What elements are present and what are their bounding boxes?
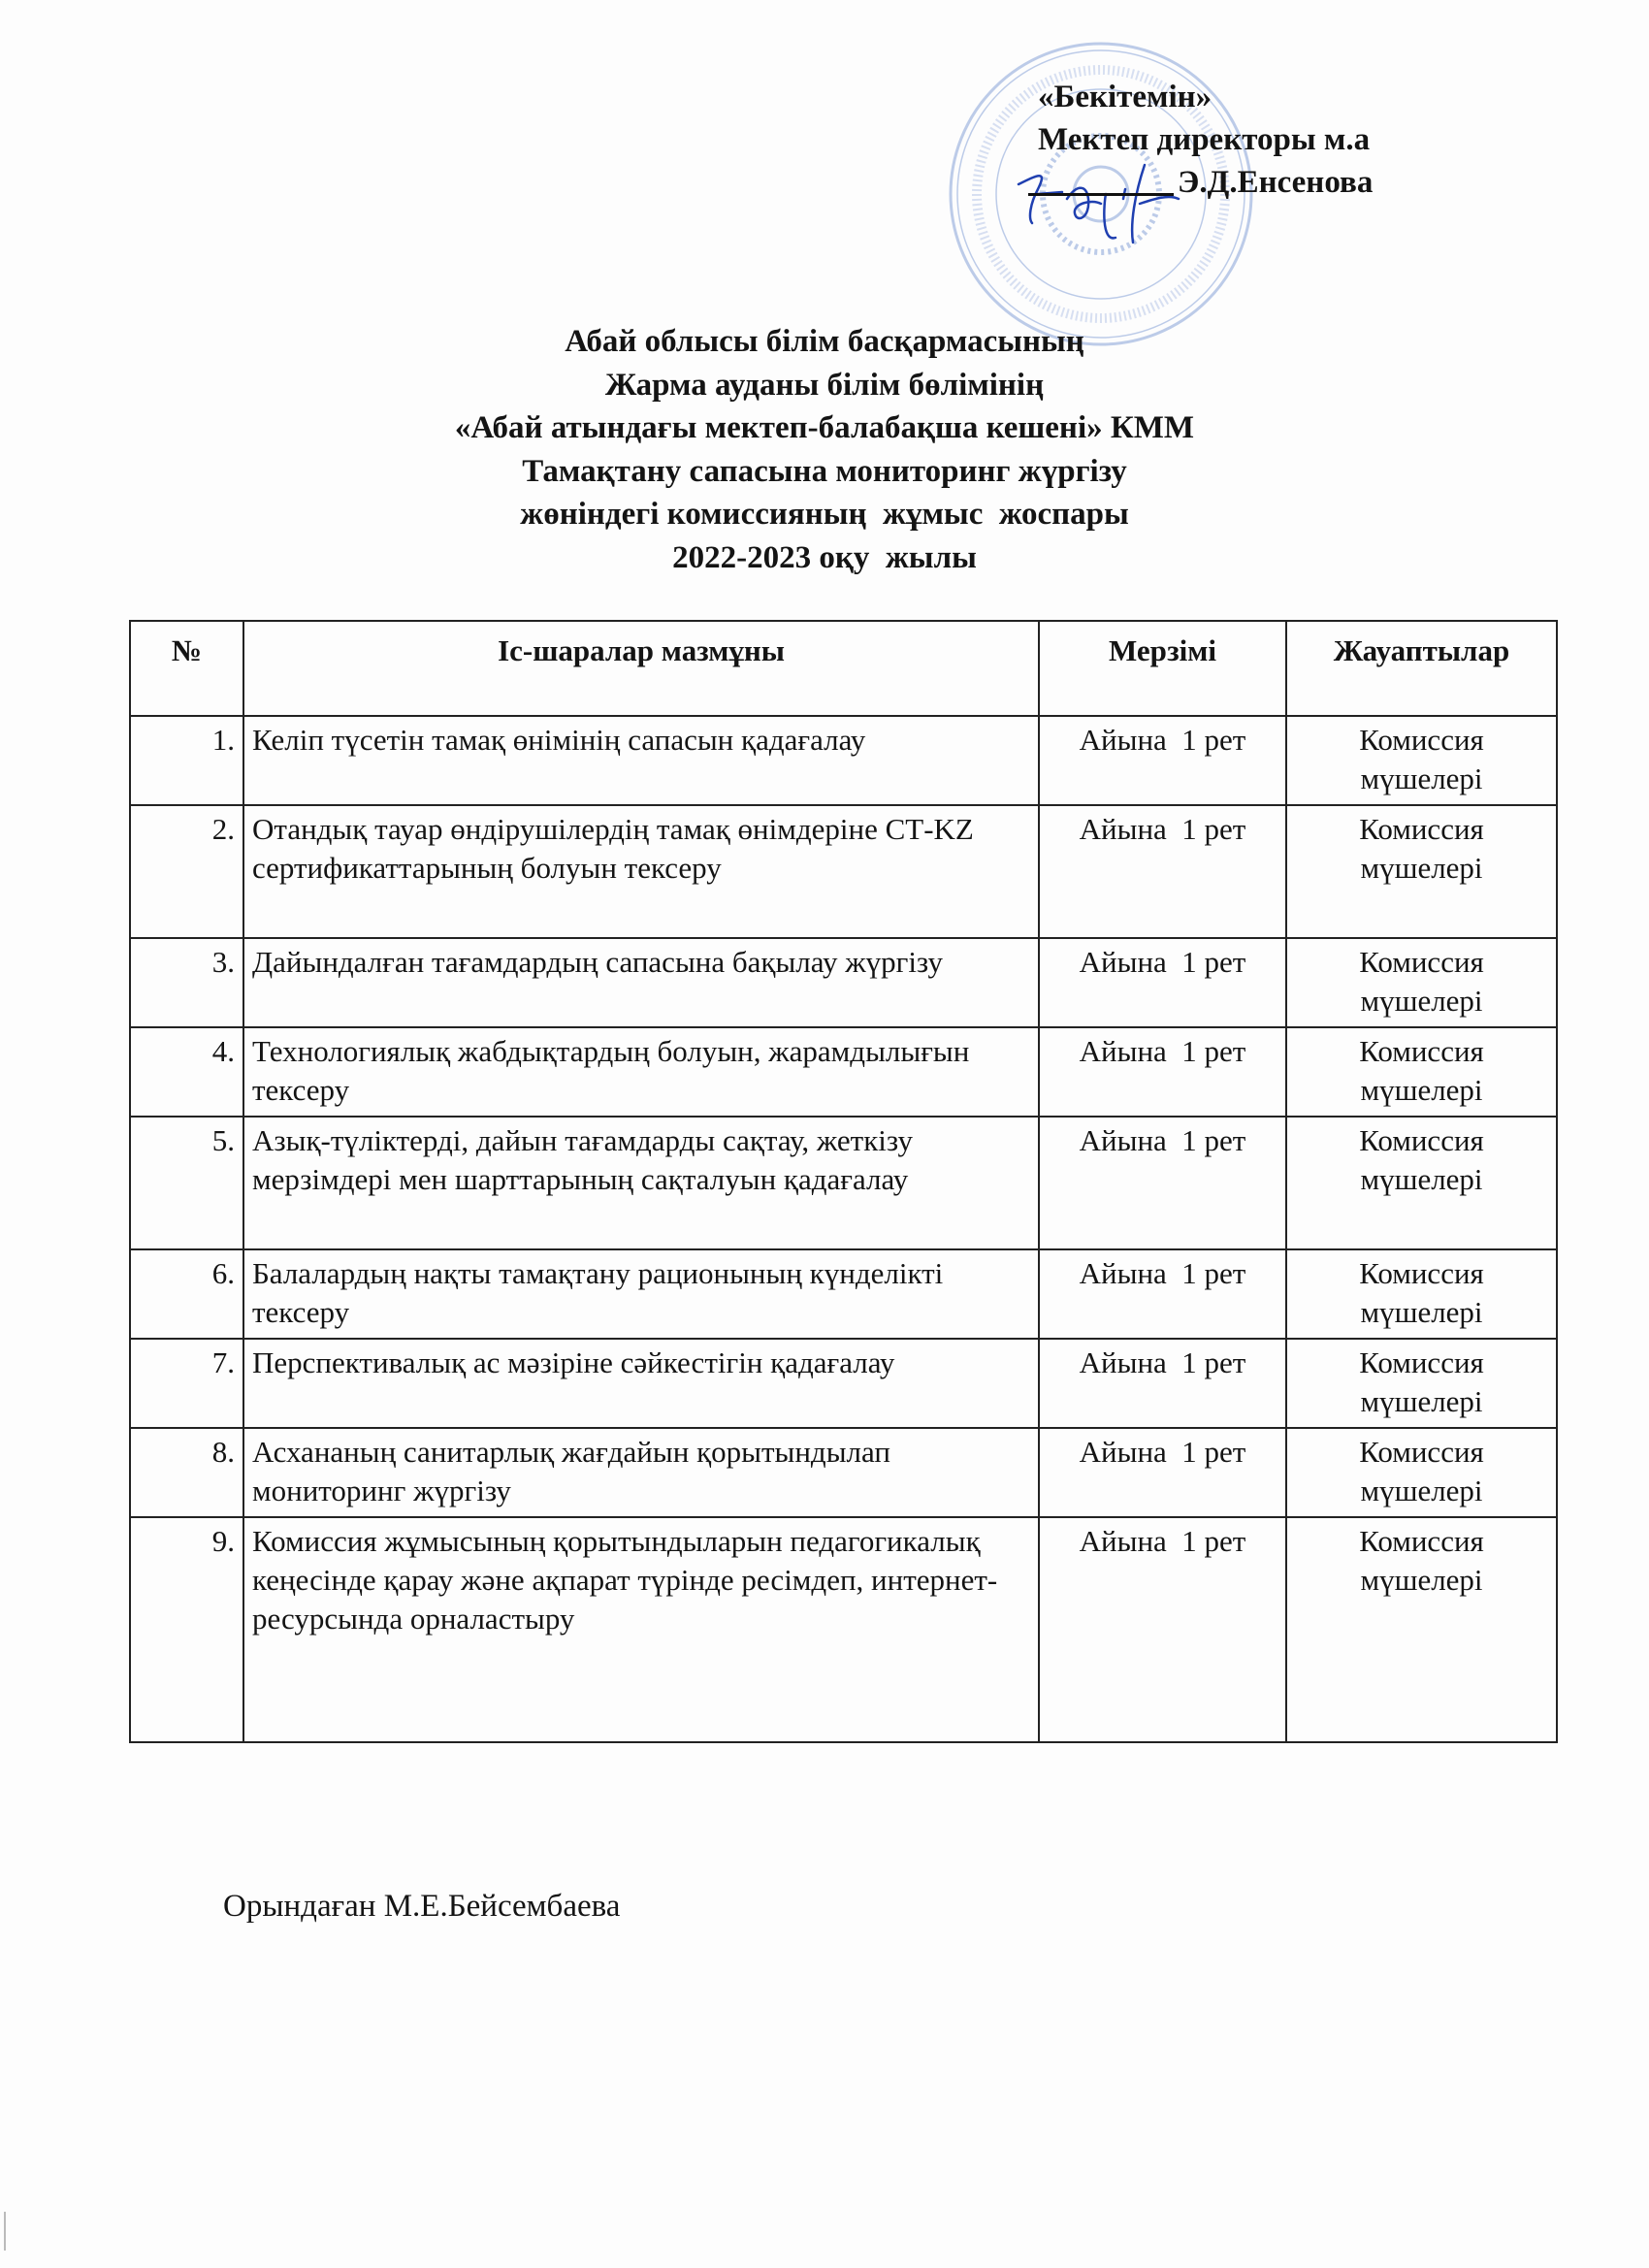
row-responsible: Комиссия мүшелері bbox=[1286, 1339, 1557, 1428]
table-row bbox=[130, 1249, 1557, 1339]
header-activity: Іс-шаралар мазмұны bbox=[243, 621, 1039, 716]
row-responsible: Комиссия мүшелері bbox=[1286, 1517, 1557, 1742]
table-row bbox=[130, 1339, 1557, 1428]
row-activity: Перспективалық ас мәзіріне сәйкестігін қадағалау bbox=[243, 1339, 1039, 1428]
row-responsible: Комиссия мүшелері bbox=[1286, 1117, 1557, 1249]
row-number: 6. bbox=[130, 1249, 243, 1339]
table-row bbox=[130, 716, 1557, 805]
row-term: Айына 1 рет bbox=[1039, 1249, 1286, 1339]
row-activity: Азық-түліктерді, дайын тағамдарды сақтау, жеткізу мерзімдері мен шарттарының сақталуын қадағалау bbox=[243, 1117, 1039, 1249]
row-number: 7. bbox=[130, 1339, 243, 1428]
table-row bbox=[130, 1428, 1557, 1517]
row-activity: Комиссия жұмысының қорытындыларын педагогикалық кеңесінде қарау және ақпарат түрінде ресімдеп, интернет-ресурсында орналастыру bbox=[243, 1517, 1039, 1742]
table-row bbox=[130, 938, 1557, 1027]
scan-edge-mark bbox=[4, 2212, 6, 2251]
row-activity: Асхананың санитарлық жағдайын қорытындылап мониторинг жүргізу bbox=[243, 1428, 1039, 1517]
row-number: 5. bbox=[130, 1117, 243, 1249]
row-term: Айына 1 рет bbox=[1039, 1428, 1286, 1517]
row-number: 2. bbox=[130, 805, 243, 938]
row-responsible: Комиссия мүшелері bbox=[1286, 1428, 1557, 1517]
row-responsible: Комиссия мүшелері bbox=[1286, 938, 1557, 1027]
document-title bbox=[0, 320, 1649, 579]
approval-signatory-line bbox=[1028, 161, 1373, 204]
executed-by: Орындаған М.Е.Бейсембаева bbox=[223, 1889, 621, 1924]
row-activity: Дайындалған тағамдардың сапасына бақылау жүргізу bbox=[243, 938, 1039, 1027]
row-responsible: Комиссия мүшелері bbox=[1286, 1249, 1557, 1339]
row-term: Айына 1 рет bbox=[1039, 1117, 1286, 1249]
header-responsible: Жауаптылар bbox=[1286, 621, 1557, 716]
row-term: Айына 1 рет bbox=[1039, 1027, 1286, 1117]
title-line: Тамақтану сапасына мониторинг жүргізу bbox=[522, 453, 1127, 489]
approval-heading: «Бекітемін» bbox=[1038, 80, 1212, 114]
row-activity: Отандық тауар өндірушілердің тамақ өнімдеріне СТ-KZ сертификаттарының болуын тексеру bbox=[243, 805, 1039, 938]
row-responsible: Комиссия мүшелері bbox=[1286, 1027, 1557, 1117]
table-wrapper bbox=[129, 620, 1556, 1743]
row-term: Айына 1 рет bbox=[1039, 938, 1286, 1027]
signature-underline bbox=[1028, 193, 1174, 196]
title-line: жөніндегі комиссияның жұмыс жоспары bbox=[520, 497, 1129, 532]
row-number: 1. bbox=[130, 716, 243, 805]
table-row bbox=[130, 1117, 1557, 1249]
title-line: Жарма ауданы білім бөлімінің bbox=[604, 367, 1045, 403]
header-term: Мерзімі bbox=[1039, 621, 1286, 716]
header-number: № bbox=[130, 621, 243, 716]
row-term: Айына 1 рет bbox=[1039, 805, 1286, 938]
table-header-row bbox=[130, 621, 1557, 716]
title-line: 2022-2023 оқу жылы bbox=[672, 539, 977, 575]
row-term: Айына 1 рет bbox=[1039, 1517, 1286, 1742]
row-number: 3. bbox=[130, 938, 243, 1027]
row-term: Айына 1 рет bbox=[1039, 716, 1286, 805]
row-number: 4. bbox=[130, 1027, 243, 1117]
table-row bbox=[130, 805, 1557, 938]
row-number: 9. bbox=[130, 1517, 243, 1742]
approval-signatory: Э.Д.Енсенова bbox=[1178, 165, 1374, 200]
table-row bbox=[130, 1517, 1557, 1742]
table-row bbox=[130, 1027, 1557, 1117]
row-activity: Келіп түсетін тамақ өнімінің сапасын қадағалау bbox=[243, 716, 1039, 805]
approval-position: Мектеп директоры м.а bbox=[1038, 122, 1371, 157]
header-zone bbox=[0, 0, 1649, 310]
title-line: Абай облысы білім басқармасының bbox=[565, 324, 1084, 359]
row-number: 8. bbox=[130, 1428, 243, 1517]
title-line: «Абай атындағы мектеп-балабақша кешені» КММ bbox=[454, 410, 1195, 445]
row-responsible: Комиссия мүшелері bbox=[1286, 805, 1557, 938]
row-responsible: Комиссия мүшелері bbox=[1286, 716, 1557, 805]
row-term: Айына 1 рет bbox=[1039, 1339, 1286, 1428]
row-activity: Технологиялық жабдықтардың болуын, жарамдылығын тексеру bbox=[243, 1027, 1039, 1117]
row-activity: Балалардың нақты тамақтану рационының күнделікті тексеру bbox=[243, 1249, 1039, 1339]
work-plan-table bbox=[129, 620, 1558, 1743]
approval-block bbox=[1038, 76, 1373, 204]
